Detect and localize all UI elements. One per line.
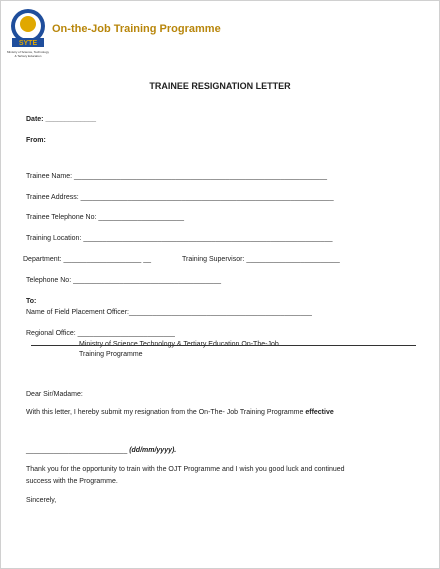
to-label: To: bbox=[26, 298, 37, 305]
field-placement-officer-field: Name of Field Placement Officer:_______________________________________________ bbox=[26, 309, 312, 316]
regional-office-field: Regional Office: _________________________ bbox=[26, 330, 175, 337]
trainee-telephone-field: Trainee Telephone No: ______________________ bbox=[26, 214, 185, 221]
logo-text: SYTE bbox=[18, 40, 38, 47]
effective-date-field bbox=[26, 447, 176, 454]
date-blank: __________________________ bbox=[26, 447, 128, 454]
strikethrough-line bbox=[31, 345, 416, 346]
document-title: TRAINEE RESIGNATION LETTER bbox=[149, 81, 291, 91]
training-supervisor-field: Training Supervisor: ________________________ bbox=[182, 256, 340, 263]
logo-caption: Ministry of Science, Technology & Tertiary Education bbox=[7, 50, 49, 58]
body-paragraph bbox=[26, 409, 334, 416]
thanks-line-2: success with the Programme. bbox=[26, 478, 118, 485]
trainee-name-field: Trainee Name: _________________________________________________________________ bbox=[26, 173, 328, 180]
date-format: (dd/mm/yyyy). bbox=[129, 447, 177, 454]
salutation: Dear Sir/Madame: bbox=[26, 391, 83, 398]
thanks-line-1: Thank you for the opportunity to train with the OJT Programme and I wish you good luck and continued bbox=[26, 466, 345, 473]
trainee-address-field: Trainee Address: _________________________________________________________________ bbox=[26, 194, 334, 201]
ministry-line-2: Training Programme bbox=[79, 351, 143, 358]
training-location-field: Training Location: ________________________________________________________________ bbox=[26, 235, 333, 242]
body-line-1: With this letter, I hereby submit my resignation from the On-The- Job Training Programme bbox=[26, 409, 304, 416]
department-field: Department: ____________________ __ bbox=[23, 256, 152, 263]
effective-word: effective bbox=[305, 409, 334, 416]
header-title: On-the-Job Training Programme bbox=[52, 23, 221, 35]
telephone-field: Telephone No: ______________________________________ bbox=[26, 277, 222, 284]
date-field: Date: _____________ bbox=[26, 116, 97, 123]
from-label: From: bbox=[26, 137, 46, 144]
ministry-logo bbox=[6, 6, 50, 50]
closing: Sincerely, bbox=[26, 497, 57, 504]
